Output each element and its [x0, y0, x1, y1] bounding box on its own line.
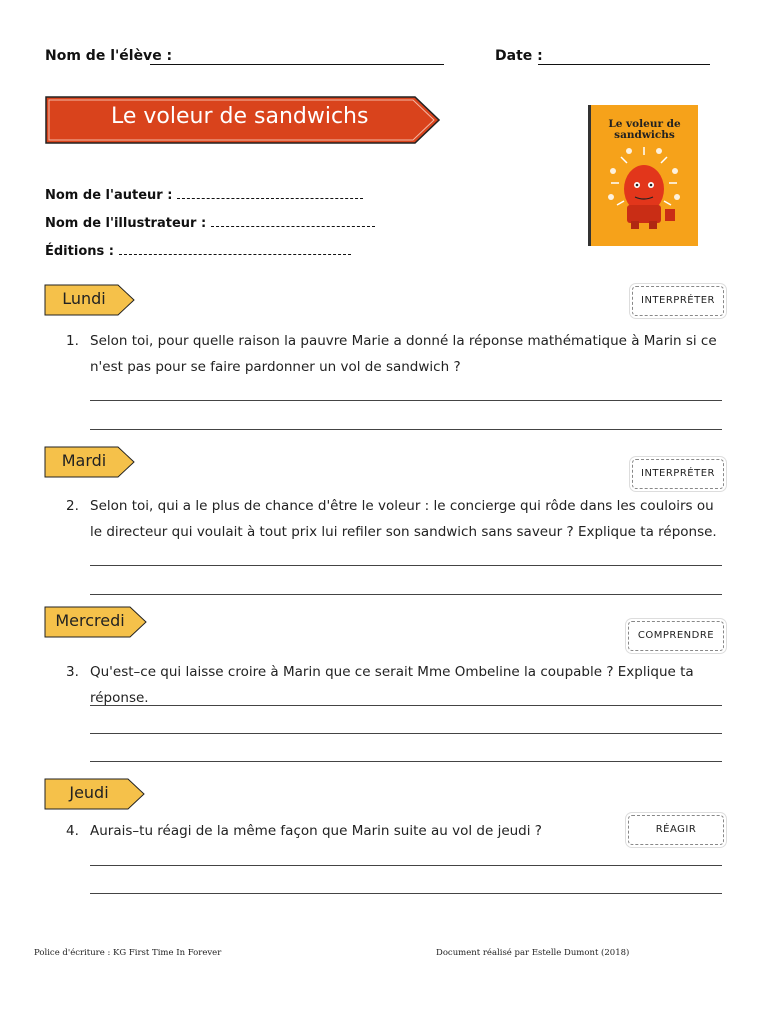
- student-name-label: Nom de l'élève :: [45, 48, 173, 64]
- day-tag-jeudi: [44, 778, 146, 810]
- question-4: [66, 818, 726, 844]
- question-number: 1.: [66, 333, 79, 349]
- question-text: Aurais–tu réagi de la même façon que Marin suite au vol de jeudi ?: [90, 823, 542, 839]
- question-number: 2.: [66, 498, 79, 514]
- illustrator-label: Nom de l'illustrateur :: [45, 216, 207, 231]
- title-banner: [45, 96, 440, 144]
- day-label: Lundi: [62, 289, 106, 308]
- student-name-field[interactable]: [150, 50, 444, 65]
- answer-line[interactable]: [90, 400, 722, 401]
- answer-line[interactable]: [90, 594, 722, 595]
- author-row: [45, 186, 363, 203]
- footer-font-credit: Police d'écriture : KG First Time In Forever: [34, 948, 222, 958]
- date-field[interactable]: [538, 50, 710, 65]
- author-label: Nom de l'auteur :: [45, 188, 173, 203]
- question-2: [66, 493, 726, 545]
- question-number: 4.: [66, 823, 79, 839]
- skill-badge-comprendre: COMPRENDRE: [628, 621, 724, 651]
- question-number: 3.: [66, 664, 79, 680]
- footer-author-credit: Document réalisé par Estelle Dumont (2018): [436, 948, 630, 958]
- question-text: Selon toi, qui a le plus de chance d'être le voleur : le concierge qui rôde dans les couloirs ou le directeur qui voulait à tout prix lui refiler son sandwich sans saveur ? Explique ta réponse.: [90, 498, 717, 540]
- page-title: Le voleur de sandwichs: [111, 104, 369, 129]
- skill-badge-interpreter: INTERPRÉTER: [632, 459, 724, 489]
- illustrator-field[interactable]: [211, 214, 375, 227]
- cover-title-line2: sandwichs: [614, 129, 675, 141]
- skill-badge-interpreter: INTERPRÉTER: [632, 286, 724, 316]
- question-text: Qu'est–ce qui laisse croire à Marin que ce serait Mme Ombeline la coupable ? Explique ta réponse.: [90, 664, 694, 706]
- day-label: Mardi: [61, 451, 107, 470]
- day-tag-lundi: [44, 284, 136, 316]
- skill-badge-reagir: RÉAGIR: [628, 815, 724, 845]
- answer-line[interactable]: [90, 705, 722, 706]
- answer-line[interactable]: [90, 893, 722, 894]
- question-1: [66, 328, 726, 380]
- answer-line[interactable]: [90, 761, 722, 762]
- day-label: Jeudi: [69, 783, 109, 802]
- editions-row: [45, 242, 351, 259]
- answer-line[interactable]: [90, 429, 722, 430]
- day-label: Mercredi: [55, 611, 125, 630]
- day-tag-mardi: [44, 446, 136, 478]
- cover-illustration: [591, 105, 698, 246]
- answer-line[interactable]: [90, 733, 722, 734]
- illustrator-row: [45, 214, 375, 231]
- editions-label: Éditions :: [45, 244, 114, 259]
- answer-line[interactable]: [90, 565, 722, 566]
- book-cover: [588, 105, 698, 246]
- editions-field[interactable]: [119, 242, 351, 255]
- author-field[interactable]: [177, 186, 363, 199]
- question-text: Selon toi, pour quelle raison la pauvre Marie a donné la réponse mathématique à Marin si ce n'est pas pour se faire pardonner un vol de sandwich ?: [90, 333, 717, 375]
- day-tag-mercredi: [44, 606, 148, 638]
- question-3: [66, 659, 726, 711]
- cover-title-line1: Le voleur de: [608, 118, 681, 130]
- date-label: Date :: [495, 48, 543, 64]
- answer-line[interactable]: [90, 865, 722, 866]
